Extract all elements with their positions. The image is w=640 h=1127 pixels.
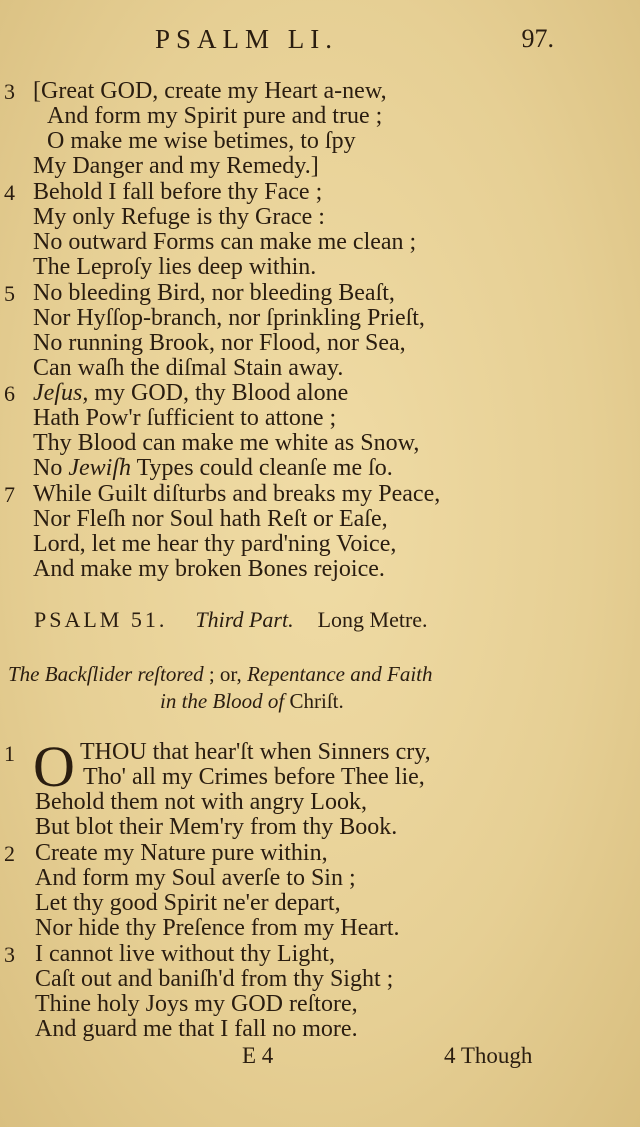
verse-number: 7 — [4, 482, 15, 507]
verse-line — [33, 380, 348, 406]
verse-line: Nor hide thy Preſence from my Heart. — [35, 915, 400, 941]
verse-number: 4 — [4, 180, 15, 205]
subtitle-part: in the Blood of — [160, 689, 290, 713]
italic-word: Jewiſh — [68, 455, 131, 481]
verse-line: Thy Blood can make me white as Snow, — [33, 430, 420, 456]
verse-line: While Guilt diſturbs and breaks my Peace, — [33, 481, 441, 507]
catchword: 4 Though — [444, 1043, 533, 1068]
verse-line: Lord, let me hear thy pard'ning Voice, — [33, 531, 397, 557]
verse-line: Hath Pow'r ſufficient to attone ; — [33, 405, 337, 431]
page-number: 97. — [521, 24, 554, 53]
verse-number: 1 — [4, 741, 15, 766]
running-title: PSALM LI. — [155, 24, 339, 54]
verse-line — [33, 455, 393, 481]
section-part: Third Part. — [195, 607, 294, 632]
verse-line: And guard me that I fall no more. — [35, 1016, 358, 1042]
verse-line: Tho' all my Crimes before Thee lie, — [83, 764, 425, 790]
verse-number: 2 — [4, 841, 15, 866]
verse-line: Let thy good Spirit ne'er depart, — [35, 890, 341, 916]
subtitle-separator: ; or, — [203, 662, 248, 686]
subtitle-part: Repentance and Faith — [247, 662, 433, 686]
verse-line: O make me wise betimes, to ſpy — [47, 128, 356, 154]
verse-number: 5 — [4, 281, 15, 306]
verse-line: Can waſh the diſmal Stain away. — [33, 355, 344, 381]
section-subtitle-line2 — [160, 689, 344, 714]
section-metre: Long Metre. — [317, 607, 428, 632]
italic-name: Jeſus, — [33, 380, 89, 406]
verse-line: The Leproſy lies deep within. — [33, 254, 317, 280]
verse-line: Caſt out and baniſh'd from thy Sight ; — [35, 966, 394, 992]
verse-line: [Great GOD, create my Heart a-new, — [33, 78, 387, 104]
verse-number: 3 — [4, 79, 15, 104]
verse-number: 3 — [4, 942, 15, 967]
verse-line: THOU that hear'ſt when Sinners cry, — [80, 739, 431, 765]
verse-line: Nor Hyſſop-branch, nor ſprinkling Prieſt, — [33, 305, 425, 331]
verse-line: I cannot live without thy Light, — [35, 941, 335, 967]
verse-line: But blot their Mem'ry from thy Book. — [35, 814, 398, 840]
verse-line: And form my Soul averſe to Sin ; — [35, 865, 356, 891]
verse-text: Types could cleanſe me ſo. — [131, 455, 393, 481]
verse-text: my GOD, thy Blood alone — [88, 380, 349, 406]
verse-line: Thine holy Joys my GOD reſtore, — [35, 991, 358, 1017]
section-title: PSALM 51. — [34, 607, 168, 632]
verse-line: Nor Fleſh nor Soul hath Reſt or Eaſe, — [33, 506, 388, 532]
section-heading — [34, 607, 428, 633]
verse-number: 6 — [4, 381, 15, 406]
subtitle-part: The Backſlider reſtored — [8, 662, 204, 686]
verse-line: No running Brook, nor Flood, nor Sea, — [33, 330, 406, 356]
page-header — [0, 24, 640, 60]
verse-line: No outward Forms can make me clean ; — [33, 229, 417, 255]
drop-cap: O — [33, 734, 75, 799]
verse-line: And make my broken Bones rejoice. — [33, 556, 385, 582]
page-footer — [0, 1043, 640, 1073]
verse-line: No bleeding Bird, nor bleeding Beaſt, — [33, 280, 395, 306]
verse-line: And form my Spirit pure and true ; — [47, 103, 383, 129]
verse-text: No — [33, 455, 69, 481]
verse-line: Behold I fall before thy Face ; — [33, 179, 323, 205]
signature-mark: E 4 — [242, 1043, 274, 1068]
verse-line: My only Refuge is thy Grace : — [33, 204, 325, 230]
verse-line: My Danger and my Remedy.] — [33, 153, 319, 179]
verse-line: Behold them not with angry Look, — [35, 789, 367, 815]
section-subtitle — [8, 662, 433, 687]
verse-line: Create my Nature pure within, — [35, 840, 328, 866]
subtitle-part: Chriſt. — [289, 689, 344, 713]
